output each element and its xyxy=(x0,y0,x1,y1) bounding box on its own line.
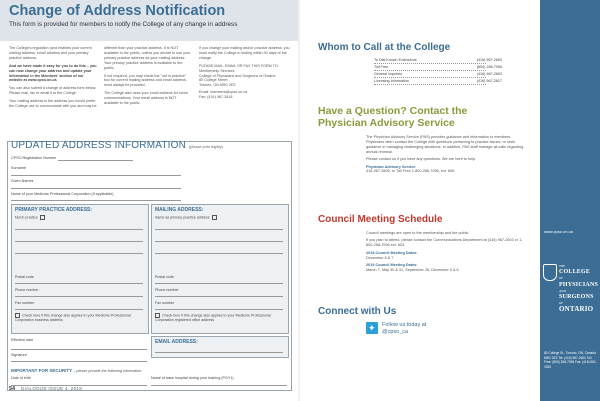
contact-row xyxy=(374,79,502,83)
given-names-field[interactable] xyxy=(11,188,181,189)
email-heading: EMAIL ADDRESS: xyxy=(155,339,198,345)
logo-word: SURGEONS xyxy=(559,294,594,301)
address-line-field[interactable] xyxy=(15,241,143,242)
not-in-practice-label xyxy=(15,215,45,220)
given-names-label: Given Names xyxy=(11,179,34,183)
intro-paragraph: different than your practice address. It is NOT available to the public, unless you decide to use your primary practice address as your mailing address. Your primary practice address is available to the public. xyxy=(104,46,191,70)
address-line-field[interactable] xyxy=(155,229,283,230)
twitter-link[interactable] xyxy=(382,322,426,335)
fax-field[interactable] xyxy=(15,309,143,310)
address-line: College of Physicians and Surgeons of Ontario xyxy=(199,73,276,78)
contact-label: Licensing Information xyxy=(374,79,410,83)
corp-check-text: Check here if this change also applies to your Medicine Professional Corporation business address xyxy=(15,313,131,322)
pas-section xyxy=(366,135,526,177)
corporation-label: Name of your Medicine Professional Corporation (if applicable) xyxy=(11,192,114,196)
fax-label: Fax number xyxy=(15,301,35,305)
effective-date-label: Effective date xyxy=(11,338,34,342)
logo-word: COLLEGE xyxy=(559,269,591,276)
address-line: 80 College Street xyxy=(199,78,228,83)
form-title xyxy=(11,140,223,151)
college-address: 80 College St., Toronto, ON, Canada M5G 2E2 Tel: (416) 967-2600 Toll Free: (800) 268-7096 Fax: (416) 961-3330 xyxy=(544,351,597,369)
intro-column-2 xyxy=(104,46,192,109)
intro-column-1 xyxy=(9,46,97,112)
intro-paragraph: If you change your mailing and/or practice address, you must notify the College in writing within 30 days of the change. xyxy=(199,46,290,60)
council-2019-dates: March 7, May 30 & 31, September 26, December 5 & 6 xyxy=(366,267,459,272)
contact-number[interactable]: (800) 268-7096 xyxy=(476,65,502,69)
email-field[interactable] xyxy=(155,352,283,353)
surname-label: Surname xyxy=(11,166,26,170)
connect-heading: Connect with Us xyxy=(318,306,397,317)
contact-number[interactable]: (416) 967-2617 xyxy=(476,79,502,83)
logo-word: OF xyxy=(559,276,564,281)
postal-code-field[interactable] xyxy=(15,283,143,284)
corporation-field[interactable] xyxy=(11,200,181,201)
address-line: Toronto, ON M5G 2E2 xyxy=(199,83,236,88)
same-as-text: Same as primary practice address xyxy=(155,215,210,220)
publication-name: DIALOGUE ISSUE 4, 2018 xyxy=(21,386,82,391)
divider xyxy=(374,70,486,71)
contact-row xyxy=(374,72,502,76)
divider xyxy=(374,84,486,85)
contact-number[interactable]: (416) 967-2600 xyxy=(476,58,502,62)
council-paragraph: Council meetings are open to the membership and the public. xyxy=(366,231,470,235)
intro-paragraph: You can also submit a change of address form below. Please mail, fax or email it to the College. xyxy=(9,86,97,96)
college-logo xyxy=(559,263,598,313)
email-line: Email: members@cpso.on.ca xyxy=(199,90,248,95)
primary-practice-section xyxy=(11,204,149,334)
logo-word: OF xyxy=(559,301,564,306)
postal-code-field[interactable] xyxy=(155,283,283,284)
corp-office-check-note xyxy=(155,313,283,322)
question-heading-line: Have a Question? Contact the xyxy=(318,105,468,117)
intro-column-3 xyxy=(199,46,291,100)
phone-field[interactable] xyxy=(155,296,283,297)
hospital-label: Name of base hospital during your training (PGY1) xyxy=(151,376,234,380)
crest-icon xyxy=(543,264,557,281)
same-as-label xyxy=(155,215,217,220)
email-address-section xyxy=(151,336,289,358)
page-number: 54 xyxy=(9,386,16,392)
address-line-field[interactable] xyxy=(15,229,143,230)
contact-row xyxy=(374,65,502,69)
page-subtitle: This form is provided for members to notify the College of any change in address xyxy=(9,21,238,28)
form-title-note: (please print legibly) xyxy=(189,145,224,149)
not-in-practice-text: Not in practice xyxy=(15,215,38,220)
council-section xyxy=(366,231,526,275)
corp-office-check-text: Check here if this change also applies to your Medicine Professional Corporation registered office address xyxy=(155,313,271,322)
fax-line: Fax: (416) 967-2618 xyxy=(199,95,233,100)
pas-paragraph: The Physician Advisory Service (PAS) provides guidance and information to members. Physicians often contact the College with questions pertaining to practice issues, or seek guidance in managing challenging situations. In addition, PAS staff manage all calls regarding annual renewal. xyxy=(366,135,524,154)
twitter-icon[interactable] xyxy=(366,322,378,334)
address-line: Membership Services xyxy=(199,68,235,73)
pas-phone[interactable]: 416-967-2606, or Toll Free 1-800-268-7096, ext. 606 xyxy=(366,169,455,174)
postal-code-label: Postal code xyxy=(155,275,174,279)
question-heading xyxy=(318,105,467,129)
fax-field[interactable] xyxy=(155,309,283,310)
fax-label: Fax number xyxy=(155,301,175,305)
logo-word: THE xyxy=(559,264,566,268)
postal-code-label: Postal code xyxy=(15,275,34,279)
contact-label: To Dial Known Extensions xyxy=(374,58,417,62)
page-title: Change of Address Notification xyxy=(9,3,226,19)
whom-to-call-heading: Whom to Call at the College xyxy=(318,42,451,53)
primary-heading: PRIMARY PRACTICE ADDRESS: xyxy=(15,207,93,213)
not-in-practice-checkbox[interactable] xyxy=(40,215,45,220)
mailing-heading: MAILING ADDRESS: xyxy=(155,207,204,213)
twitter-line: Follow us today at xyxy=(382,322,427,328)
divider xyxy=(374,63,486,64)
page-footer xyxy=(9,386,82,392)
logo-word: ONTARIO xyxy=(559,305,594,314)
intro-paragraph: The College's regulation (and enables your current mailing address, email address and your primary practice address. xyxy=(9,46,92,60)
intro-paragraph: The College also uses your email address for some communications. Your email address is NOT available to the public. xyxy=(104,91,189,106)
intro-paragraph: And we have made it easy for you to do this – you can now change your address and update your information in the Members' section of our website at www.cpso.on.ca xyxy=(9,63,97,83)
council-2018-dates: December 6 & 7 xyxy=(366,255,394,260)
security-heading xyxy=(11,368,142,373)
phone-field[interactable] xyxy=(15,296,143,297)
intro-paragraph: Your mailing address is the address you would prefer the College use to communicate with you and may be xyxy=(9,99,97,109)
surname-field[interactable] xyxy=(11,175,181,176)
signature-field[interactable] xyxy=(11,361,147,362)
address-line-field[interactable] xyxy=(15,253,143,254)
logo-word: PHYSICIANS xyxy=(559,281,599,288)
bird-icon: ✦ xyxy=(368,323,376,333)
header-band xyxy=(0,0,300,41)
council-paragraph: If you plan to attend, please contact the Communications Department at (416) 967-2603 or 1-800-268-7096 ext. 603. xyxy=(366,238,523,248)
mailing-address-section xyxy=(151,204,289,334)
address-line-field[interactable] xyxy=(155,253,283,254)
contact-label: Toll Free xyxy=(374,65,389,69)
website-link[interactable]: www.cpso.on.ca xyxy=(544,229,573,234)
contact-number[interactable]: (416) 967-2603 xyxy=(476,72,502,76)
cpso-reg-label: CPSO Registration Number xyxy=(11,156,57,160)
hospital-field[interactable] xyxy=(151,385,287,386)
form-title-text: UPDATED ADDRESS INFORMATION xyxy=(11,140,187,151)
pas-paragraph: Please contact us if you have any questions. We are here to help. xyxy=(366,157,477,162)
contact-row xyxy=(374,58,502,62)
contact-label: General Inquiries xyxy=(374,72,403,76)
signature-label: Signature xyxy=(11,353,27,357)
same-as-checkbox[interactable] xyxy=(212,215,217,220)
updated-address-form xyxy=(7,141,292,391)
divider xyxy=(374,77,486,78)
side-band xyxy=(540,0,600,401)
twitter-handle: @cpso_ca xyxy=(382,328,409,335)
phone-label: Phone number xyxy=(155,288,179,292)
phone-label: Phone number xyxy=(15,288,39,292)
mail-instruction: PLEASE MAIL, EMAIL OR FAX THIS FORM TO: xyxy=(199,63,279,68)
logo-word: AND xyxy=(559,288,566,293)
security-heading-text: IMPORTANT FOR SECURITY xyxy=(11,368,73,373)
question-heading-line: Physician Advisory Service xyxy=(318,117,455,129)
intro-paragraph: If not required, you may check the "not in practice" box for current mailing address and email address, must always be provided. xyxy=(104,73,187,88)
address-line-field[interactable] xyxy=(155,241,283,242)
dob-label: Date of birth xyxy=(11,376,32,380)
council-heading: Council Meeting Schedule xyxy=(318,214,443,225)
effective-date-field[interactable] xyxy=(11,349,147,350)
council-2018-heading-text: 2018 Council Meeting Dates: xyxy=(366,250,418,255)
cpso-reg-field[interactable] xyxy=(58,160,133,161)
pas-name-text: Physician Advisory Service xyxy=(366,164,416,169)
corp-check-note xyxy=(15,313,143,322)
security-note: – please provide the following information: xyxy=(73,369,143,373)
council-2019-heading-text: 2019 Council Meeting Dates: xyxy=(366,263,418,268)
